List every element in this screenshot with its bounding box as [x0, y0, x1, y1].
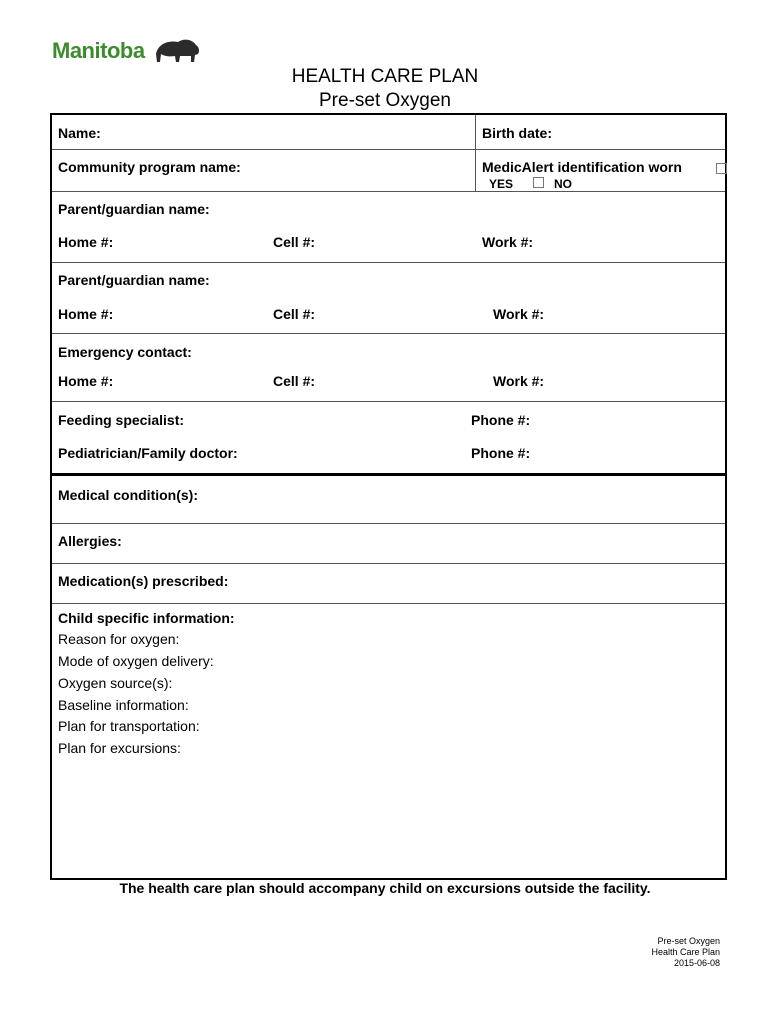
parent2-name-label: Parent/guardian name:	[58, 272, 210, 288]
emergency-contact-label: Emergency contact:	[58, 344, 192, 360]
no-label: NO	[554, 177, 572, 191]
emergency-home-label: Home #:	[58, 373, 114, 389]
bison-icon	[152, 36, 202, 66]
medical-info-section	[50, 474, 727, 880]
allergies-label: Allergies:	[58, 533, 122, 549]
parent1-work-label: Work #:	[482, 234, 534, 250]
revision-line2: Health Care Plan	[651, 947, 720, 957]
medicalert-label: MedicAlert identification worn	[482, 159, 682, 175]
mode-of-delivery: Mode of oxygen delivery:	[58, 653, 214, 669]
revision-date: 2015-06-08	[673, 958, 720, 968]
revision-line1: Pre-set Oxygen	[657, 936, 720, 946]
oxygen-source: Oxygen source(s):	[58, 675, 173, 691]
feeding-specialist-label: Feeding specialist:	[58, 412, 185, 428]
divider	[52, 333, 725, 334]
parent2-work-label: Work #:	[493, 306, 545, 322]
parent2-home-label: Home #:	[58, 306, 114, 322]
footer-note: The health care plan should accompany child on excursions outside the facility.	[119, 880, 651, 896]
birth-date-label: Birth date:	[482, 125, 552, 141]
divider	[52, 523, 725, 524]
emergency-cell-label: Cell #:	[273, 373, 316, 389]
divider	[52, 563, 725, 564]
reason-for-oxygen: Reason for oxygen:	[58, 631, 180, 647]
divider	[52, 149, 725, 150]
name-label: Name:	[58, 125, 101, 141]
divider	[52, 262, 725, 263]
plan-transportation: Plan for transportation:	[58, 718, 200, 734]
yes-label: YES	[489, 177, 514, 191]
medicalert-yes-checkbox[interactable]	[716, 163, 727, 174]
child-info-label: Child specific information:	[58, 610, 235, 626]
revision-info	[651, 936, 720, 969]
divider	[52, 603, 725, 604]
divider	[52, 401, 725, 402]
parent2-cell-label: Cell #:	[273, 306, 316, 322]
baseline-info: Baseline information:	[58, 697, 189, 713]
divider	[52, 191, 725, 192]
medications-label: Medication(s) prescribed:	[58, 573, 229, 589]
parent1-name-label: Parent/guardian name:	[58, 201, 210, 217]
logo-text: Manitoba	[52, 38, 145, 63]
column-divider	[475, 115, 476, 191]
contact-info-section	[50, 113, 727, 475]
plan-excursions: Plan for excursions:	[58, 740, 181, 756]
parent1-home-label: Home #:	[58, 234, 114, 250]
pediatrician-label: Pediatrician/Family doctor:	[58, 445, 238, 461]
parent1-cell-label: Cell #:	[273, 234, 316, 250]
medical-condition-label: Medical condition(s):	[58, 487, 198, 503]
community-program-label: Community program name:	[58, 159, 241, 175]
emergency-work-label: Work #:	[493, 373, 545, 389]
page-title: HEALTH CARE PLAN	[291, 66, 479, 87]
manitoba-logo	[52, 36, 202, 68]
medicalert-no-checkbox[interactable]	[533, 177, 544, 188]
feeding-phone-label: Phone #:	[471, 412, 531, 428]
pediatrician-phone-label: Phone #:	[471, 445, 531, 461]
page-subtitle: Pre-set Oxygen	[319, 90, 451, 111]
